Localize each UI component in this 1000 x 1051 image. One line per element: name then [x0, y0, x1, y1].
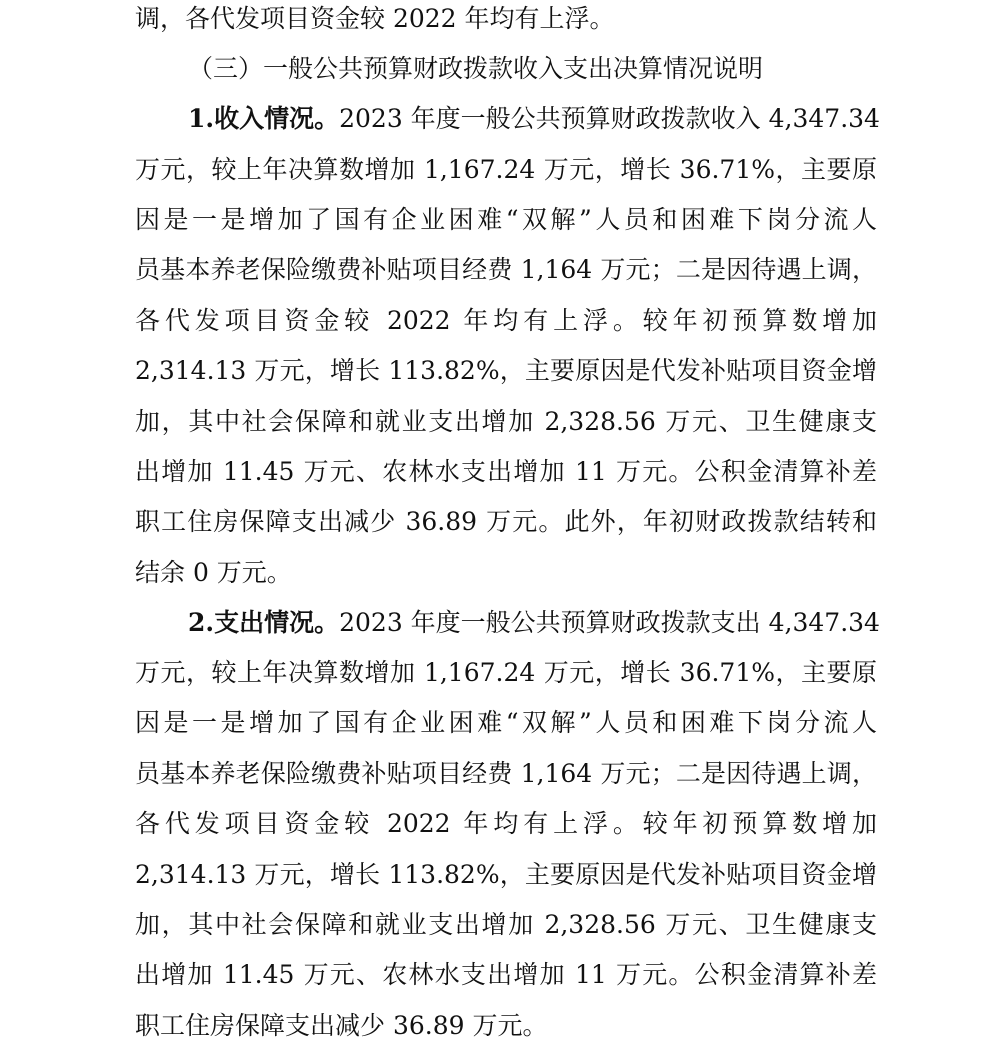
- text-line: 职工住房保障支出减少 36.89 万元。此外，年初财政拨款结转和: [135, 507, 877, 536]
- text-line: 员基本养老保险缴费补贴项目经费 1,164 万元；二是因待遇上调，: [135, 255, 877, 284]
- text-line: 各代发项目资金较 2022 年均有上浮。较年初预算数增加: [135, 809, 877, 838]
- text-line: 各代发项目资金较 2022 年均有上浮。较年初预算数增加: [135, 306, 877, 335]
- text-line: 出增加 11.45 万元、农林水支出增加 11 万元。公积金清算补差: [135, 960, 877, 989]
- text-line: 2,314.13 万元，增长 113.82%，主要原因是代发补贴项目资金增: [135, 356, 877, 385]
- text-line: 加，其中社会保障和就业支出增加 2,328.56 万元、卫生健康支: [135, 407, 877, 436]
- text-line: 2023 年度一般公共预算财政拨款支出 4,347.34: [339, 608, 880, 637]
- paragraph-lead: 2.支出情况。: [188, 608, 340, 637]
- text-line: 2,314.13 万元，增长 113.82%，主要原因是代发补贴项目资金增: [135, 860, 877, 889]
- text-line: 员基本养老保险缴费补贴项目经费 1,164 万元；二是因待遇上调，: [135, 759, 877, 788]
- paragraph-lead: 1.收入情况。: [188, 104, 340, 133]
- text-line: 因是一是增加了国有企业困难“双解”人员和困难下岗分流人: [135, 205, 877, 234]
- text-line: 加，其中社会保障和就业支出增加 2,328.56 万元、卫生健康支: [135, 910, 877, 939]
- text-line: 调，各代发项目资金较 2022 年均有上浮。: [135, 4, 615, 33]
- text-line: 2023 年度一般公共预算财政拨款收入 4,347.34: [339, 104, 880, 133]
- paragraph-first-line: [188, 598, 880, 648]
- text-line: 万元，较上年决算数增加 1,167.24 万元，增长 36.71%，主要原: [135, 658, 877, 687]
- text-line: 结余 0 万元。: [135, 558, 292, 587]
- text-line: 职工住房保障支出减少 36.89 万元。: [135, 1011, 548, 1040]
- text-line: 出增加 11.45 万元、农林水支出增加 11 万元。公积金清算补差: [135, 457, 877, 486]
- paragraph-first-line: [188, 94, 880, 144]
- section-heading: （三）一般公共预算财政拨款收入支出决算情况说明: [188, 54, 764, 83]
- text-line: 因是一是增加了国有企业困难“双解”人员和困难下岗分流人: [135, 708, 877, 737]
- text-line: 万元，较上年决算数增加 1,167.24 万元，增长 36.71%，主要原: [135, 155, 877, 184]
